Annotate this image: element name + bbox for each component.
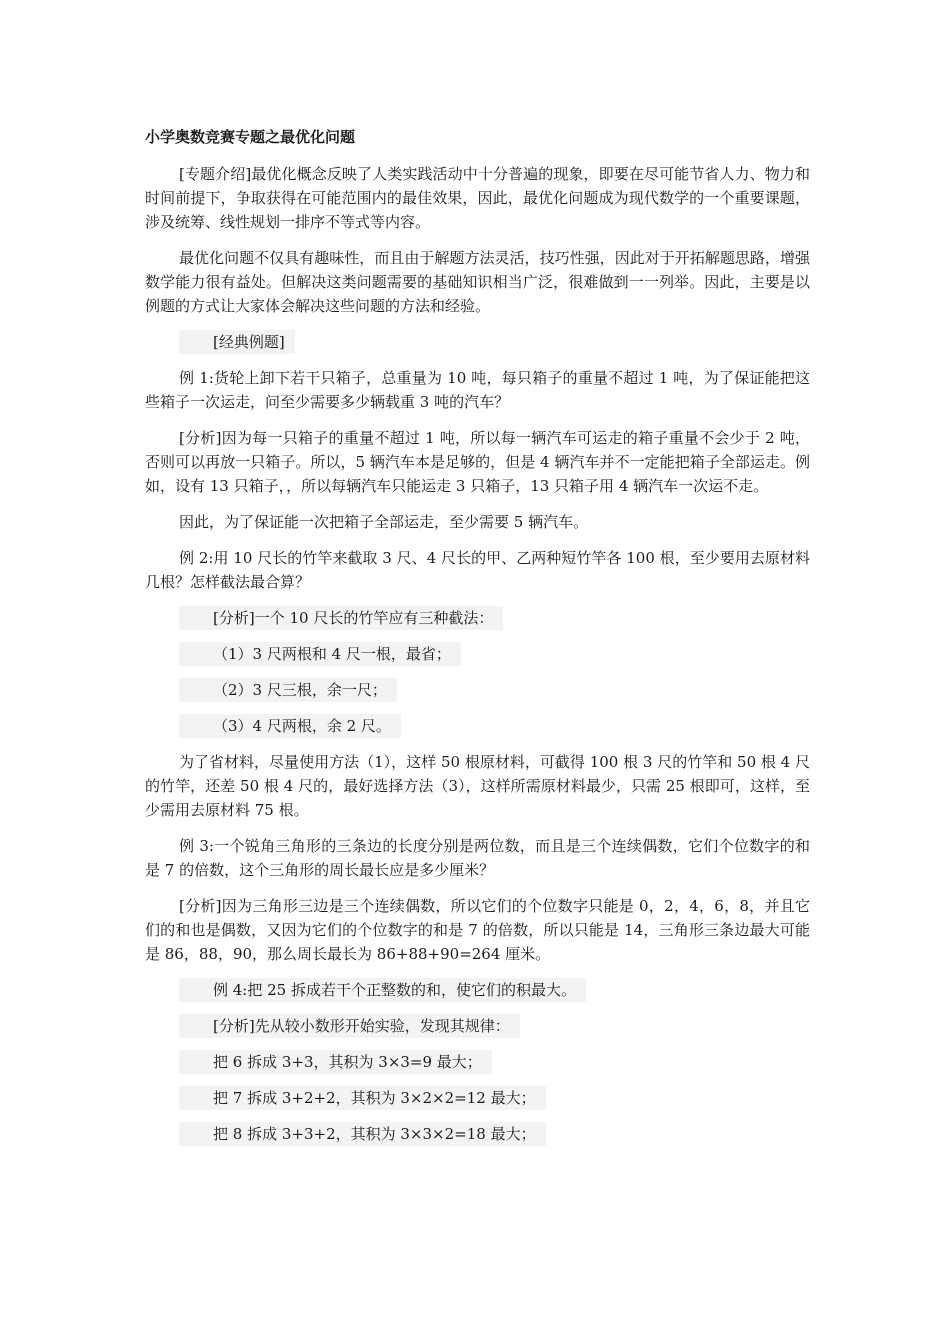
paragraph-method-1: （1）3 尺两根和 4 尺一根，最省； — [145, 642, 810, 666]
paragraph-split-6: 把 6 拆成 3+3，其积为 3×3=9 最大； — [145, 1050, 810, 1074]
paragraph-analysis-4: [分析]先从较小数形开始实验，发现其规律： — [145, 1014, 810, 1038]
paragraph-method-3: （3）4 尺两根，余 2 尺。 — [145, 714, 810, 738]
paragraph-example-2: 例 2:用 10 尺长的竹竿来截取 3 尺、4 尺长的甲、乙两种短竹竿各 100 根，至少要用去原材料几根？怎样截法最合算？ — [145, 549, 810, 591]
paragraph-intro: [专题介绍]最优化概念反映了人类实践活动中十分普遍的现象，即要在尽可能节省人力、物力和时间前提下，争取获得在可能范围内的最佳效果，因此，最优化问题成为现代数学的一个重要课题，涉及统筹、线性规划一排序不等式等内容。 — [145, 165, 810, 231]
document-title: 小学奥数竞赛专题之最优化问题 — [145, 128, 356, 146]
document-body — [145, 126, 810, 1158]
paragraph-conclusion-2: 为了省材料，尽量使用方法（1），这样 50 根原材料，可截得 100 根 3 尺的竹竿和 50 根 4 尺的竹竿，还差 50 根 4 尺的，最好选择方法（3），这样所需原材料最少，只需 25 根即可，这样，至少需用去原材料 75 根。 — [145, 753, 810, 819]
paragraph-example-4: 例 4:把 25 拆成若干个正整数的和，使它们的积最大。 — [145, 978, 810, 1002]
paragraph-conclusion-1: 因此，为了保证能一次把箱子全部运走，至少需要 5 辆汽车。 — [179, 513, 589, 531]
paragraph-split-7: 把 7 拆成 3+2+2，其积为 3×2×2=12 最大； — [145, 1086, 810, 1110]
paragraph-example-3: 例 3:一个锐角三角形的三条边的长度分别是两位数，而且是三个连续偶数，它们个位数字的和是 7 的倍数，这个三角形的周长最长应是多少厘米？ — [145, 837, 810, 879]
paragraph-overview: 最优化问题不仅具有趣味性，而且由于解题方法灵活，技巧性强，因此对于开拓解题思路，增强数学能力很有益处。但解决这类问题需要的基础知识相当广泛，很难做到一一列举。因此，主要是以例题的方式让大家体会解决这些问题的方法和经验。 — [145, 249, 810, 315]
paragraph-analysis-1: [分析]因为每一只箱子的重量不超过 1 吨，所以每一辆汽车可运走的箱子重量不会少于 2 吨，否则可以再放一只箱子。所以，5 辆汽车本是足够的，但是 4 辆汽车并不一定能把箱子全部运走。例如，设有 13 只箱子，，所以每辆汽车只能运走 3 只箱子，13 只箱子用 4 辆汽车一次运不走。 — [145, 429, 810, 495]
paragraph-section-heading: [经典例题] — [145, 330, 810, 354]
paragraph-example-1: 例 1:货轮上卸下若干只箱子，总重量为 10 吨，每只箱子的重量不超过 1 吨，为了保证能把这些箱子一次运走，问至少需要多少辆载重 3 吨的汽车？ — [145, 369, 810, 411]
paragraph-method-2: （2）3 尺三根，余一尺； — [145, 678, 810, 702]
paragraph-split-8: 把 8 拆成 3+3+2，其积为 3×3×2=18 最大； — [145, 1122, 810, 1146]
paragraph-analysis-3: [分析]因为三角形三边是三个连续偶数，所以它们的个位数字只能是 0，2，4，6，8，并且它们的和也是偶数，又因为它们的个位数字的和是 7 的倍数，所以只能是 14，三角形三条边最大可能是 86，88，90，那么周长最长为 86+88+90=264 厘米。 — [145, 897, 810, 963]
paragraph-analysis-2: [分析]一个 10 尺长的竹竿应有三种截法： — [145, 606, 810, 630]
